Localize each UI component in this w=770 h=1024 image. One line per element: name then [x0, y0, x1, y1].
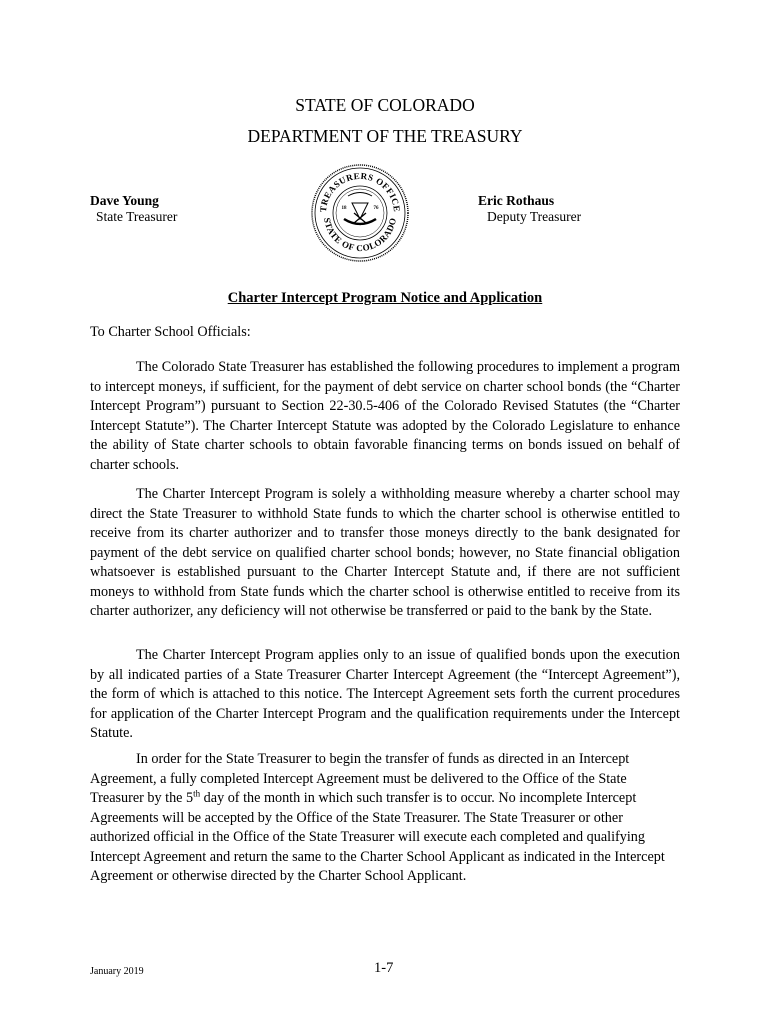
svg-text:TREASURERS OFFICE: TREASURERS OFFICE [317, 170, 403, 213]
paragraph-3: The Charter Intercept Program applies only to an issue of qualified bonds upon the execution by all indicated parties of a State Treasurer Charter Intercept Agreement (the “Intercept Agreement”), the form of which is attached to this notice. The Intercept Agreement sets forth the current procedures for application of the Charter Intercept Program and the qualification requirements under the Intercept Statute. [90, 647, 680, 741]
document-title: Charter Intercept Program Notice and Application [227, 290, 543, 306]
paragraph-2: The Charter Intercept Program is solely a withholding measure whereby a charter school may direct the State Treasurer to withhold State funds to which the charter school is otherwise entitled to receive from its charter authorizer and to transfer those moneys directly to the bank designated for payment of the debt service on qualified charter school bonds; however, no State financial obligation whatsoever is established pursuant to the Charter Intercept Statute and, if there are not sufficient moneys to withhold from State funds which the charter school is otherwise entitled to receive from its charter authorizer, any deficiency will not otherwise be transferred or paid to the bank by the State. [90, 486, 680, 619]
deputy-treasurer-block [478, 193, 581, 225]
svg-text:NIL SINE NUMINE: NIL SINE NUMINE [346, 224, 374, 228]
treasurer-name: Dave Young [90, 193, 159, 208]
treasurer-title: State Treasurer [96, 209, 178, 224]
svg-text:STATE OF COLORADO: STATE OF COLORADO [322, 216, 399, 254]
page-number: 1-7 [374, 960, 394, 976]
treasurer-block [90, 193, 177, 225]
paragraph-1: The Colorado State Treasurer has established the following procedures to implement a program to intercept moneys, if sufficient, for the payment of debt service on charter school bonds (the “Charter Intercept Program”) pursuant to Section 22-30.5-406 of the Colorado Revised Statutes (the “Charter Intercept Statute”). The Charter Intercept Statute was adopted by the Colorado Legislature to enhance the ability of State charter schools to obtain favorable financing terms on bonds issued on behalf of charter schools. [90, 359, 680, 473]
ordinal-suffix: th [193, 788, 201, 799]
paragraph-4-part-1: In order for the State Treasurer to begin the transfer of funds as directed in an Intercept Agreement, a fully completed Intercept Agreement must be delivered to the Office of the State Treasurer by the 5 [90, 751, 630, 806]
deputy-treasurer-name: Eric Rothaus [478, 193, 555, 208]
footer-date: January 2019 [90, 966, 144, 977]
deputy-treasurer-title: Deputy Treasurer [487, 209, 582, 224]
svg-text:76: 76 [373, 206, 379, 211]
svg-text:18: 18 [341, 206, 347, 211]
paragraph-4 [90, 750, 680, 887]
paragraph-4-part-2: day of the month in which such transfer is to occur. No incomplete Intercept Agreements will be accepted by the Office of the State Treasurer. The State Treasurer or other authorized official in the Office of the State Treasurer will execute each completed and qualifying Intercept Agreement and return the same to the Charter School Applicant as indicated in the Intercept Agreement or otherwise directed by the Charter School Applicant. [90, 790, 665, 884]
header-department: DEPARTMENT OF THE TREASURY [247, 126, 523, 146]
treasury-seal-logo [310, 163, 410, 263]
salutation: To Charter School Officials: [90, 324, 251, 340]
header-state: STATE OF COLORADO [295, 95, 475, 115]
